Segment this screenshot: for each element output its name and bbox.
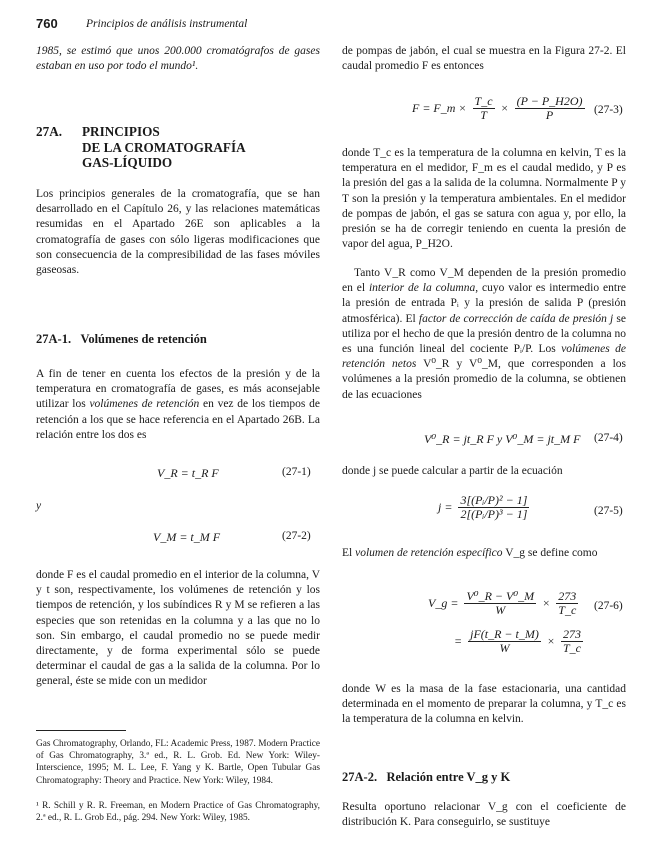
paragraph-soap-bubble: de pompas de jabón, el cual se muestra en la Figura 27-2. El caudal promedio F es entonces (342, 45, 626, 73)
paragraph-flow: donde F es el caudal promedio en el interior de la columna, V y t son, respectivamente, los volúmenes de retención y los tiempos de retención, y los subíndices R y M se refieren a las especies que son retenidas en la columna y a las que no lo son. Sin embargo, el caudal promedio no se puede medir directamente, y de forma experimental sólo se puede determinar el caudal de gas a la salida de la columna. Por lo general, éste se mide con un medidor (36, 569, 320, 688)
denominator: T (480, 108, 487, 122)
equation-lhs: F = F_m × (412, 101, 467, 115)
equation-lhs: V_g = (428, 596, 459, 610)
section-heading (36, 124, 246, 171)
paragraph-stationary-mass: donde W es la masa de la fase estacionaria, una cantidad determinada en el momento de preparar la columna, y T_c es la temperatura de la columna en kelvin. (342, 683, 626, 726)
equation-27-4: V⁰_R = jt_R F y V⁰_M = jt_M F (424, 432, 581, 446)
section-title-line1: PRINCIPIOS (82, 124, 160, 139)
equation-27-6-line1 (428, 590, 578, 617)
text-run: en vez de los tiempos de retención a los que se hace referencia en el Apartado 26B. La relación entre los dos es (36, 398, 320, 441)
subsection-label: 27A-2. (342, 770, 378, 784)
times-operator: × (542, 596, 551, 610)
equation-27-5 (438, 494, 529, 521)
equation-number: (27-3) (594, 104, 623, 116)
numerator: T_c (474, 94, 493, 108)
times-operator: × (546, 634, 555, 648)
numerator: 273 (558, 589, 577, 603)
text-run: V_g se define como (502, 547, 598, 559)
section-title-line2: DE LA CROMATOGRAFÍA (82, 139, 246, 155)
paragraph-specific-volume (342, 546, 626, 561)
equation-27-6-line2 (454, 628, 583, 655)
equation-number: (27-2) (282, 530, 311, 542)
equation-27-2: V_M = t_M F (153, 530, 221, 544)
fraction (515, 95, 585, 122)
denominator: W (495, 603, 506, 617)
numerator: 3[(Pᵢ/P)² − 1] (460, 493, 528, 507)
denominator: W (499, 641, 510, 655)
equation-27-1: V_R = t_R F (157, 466, 219, 480)
paragraph-j: donde j se puede calcular a partir de la ecuación (342, 465, 563, 477)
running-title: Principios de análisis instrumental (86, 18, 248, 30)
conjunction-y: y (36, 500, 42, 512)
fraction (464, 590, 536, 617)
text-run: Tanto V_R como V_M dependen de la presión promedio en el (342, 267, 626, 295)
intro-paragraph: 1985, se estimó que unos 200.000 cromatógrafos de gases estaban en uso por todo el mundo¹. (36, 45, 320, 73)
equation-number: (27-1) (282, 466, 311, 478)
numerator: V⁰_R − V⁰_M (466, 589, 535, 603)
term-net-retention: volúmenes de retención netos (342, 343, 626, 371)
fraction (473, 95, 495, 122)
paragraph-relation: Resulta oportuno relacionar V_g con el coeficiente de distribución K. Para conseguirlo, se sustituye (342, 801, 626, 829)
subsection-heading-1 (36, 332, 207, 347)
subsection-title: Volúmenes de retención (80, 332, 207, 346)
equation-number: (27-5) (594, 505, 623, 517)
footnote-rule (36, 730, 126, 731)
equation-lhs: j = (438, 500, 453, 514)
fraction (556, 590, 578, 617)
term-correction-factor: factor de corrección de caída de presión j (418, 312, 614, 325)
subsection-title: Relación entre V_g y K (386, 770, 511, 784)
denominator: T_c (558, 603, 577, 617)
subsection-heading-2 (342, 770, 510, 785)
footnote-references: Gas Chromatography, Orlando, FL: Academic Press, 1987. Modern Practice of Gas Chromatography, 3.ª ed., R. L. Grob. Ed. New York: Wiley-Interscience, 1995; M. L. Lee, F. Yang y K. Bartle, Open Tubular Gas Chromatography: Theory and Practice. New York: Wiley, 1984. (36, 739, 320, 786)
text-run: , cuyo valor es intermedio entre la presión de entrada Pᵢ y la presión de salida P (presión atmosférica). El (342, 282, 626, 325)
paragraph-temperature: donde T_c es la temperatura de la columna en kelvin, T es la temperatura en el medidor, F_m es el caudal medido, y P es la presión del gas a la salida de la columna. Normalmente P y T son la presión y la temperatura ambientales. En el medidor de pompas de jabón, el gas se satura con agua y, por ello, la presión se ha de corregir teniendo en cuenta la presión de vapor del agua, P_H2O. (342, 147, 626, 251)
fraction (458, 494, 529, 521)
numerator: (P − P_H2O) (516, 94, 583, 108)
fraction (468, 628, 541, 655)
text-run: V⁰_R y V⁰_M, que corresponden a los volúmenes a la presión promedio de la columna, se obtienen de las ecuaciones (342, 358, 627, 401)
numerator: 273 (562, 627, 581, 641)
section-title-line3: GAS-LÍQUIDO (82, 155, 173, 170)
page-number: 760 (36, 16, 58, 31)
term-retention-volumes: volúmenes de retención (89, 398, 200, 411)
term-interior: interior de la columna (368, 282, 476, 295)
denominator: P (545, 108, 554, 122)
equation-number: (27-4) (594, 432, 623, 444)
fraction (561, 628, 583, 655)
term-specific-retention: volumen de retención específico (355, 547, 503, 559)
numerator: jF(t_R − t_M) (470, 627, 539, 641)
denominator: T_c (562, 641, 581, 655)
paragraph-retention (36, 367, 320, 443)
equals-operator: = (454, 634, 463, 648)
paragraph-pressure (342, 266, 626, 403)
paragraph-principles: Los principios generales de la cromatografía, que se han desarrollado en el Capítulo 26, y las relaciones matemáticas resumidas en el Apartado 26E son aplicables a la cromatografía de gases con sólo ligeras modificaciones que son consecuencia de la compresibilidad de las fases móviles gaseosas. (36, 188, 320, 277)
denominator: 2[(Pᵢ/P)³ − 1] (460, 507, 528, 521)
text-run: El (342, 547, 356, 559)
text-run: se utiliza por el hecho de que la presión dentro de la columna no es una función lineal del cociente Pᵢ/P. Los (342, 312, 626, 356)
footnote-2: ¹ R. Schill y R. R. Freeman, en Modern Practice of Gas Chromatography, 2.ª ed., R. L. Grob Ed., pág. 294. New York: Wiley, 1985. (36, 801, 320, 824)
subsection-label: 27A-1. (36, 332, 72, 346)
equation-number: (27-6) (594, 600, 623, 612)
text-run: A fin de tener en cuenta los efectos de la presión y de la temperatura en cromatografía de gases, es más aconsejable utilizar los (36, 368, 320, 411)
section-label: 27A. (36, 124, 63, 139)
equation-27-3: F = F_m × $\frac{T\_c}{T}$ × $\frac{(P - P\_H2O)}{P}$ (412, 94, 583, 122)
